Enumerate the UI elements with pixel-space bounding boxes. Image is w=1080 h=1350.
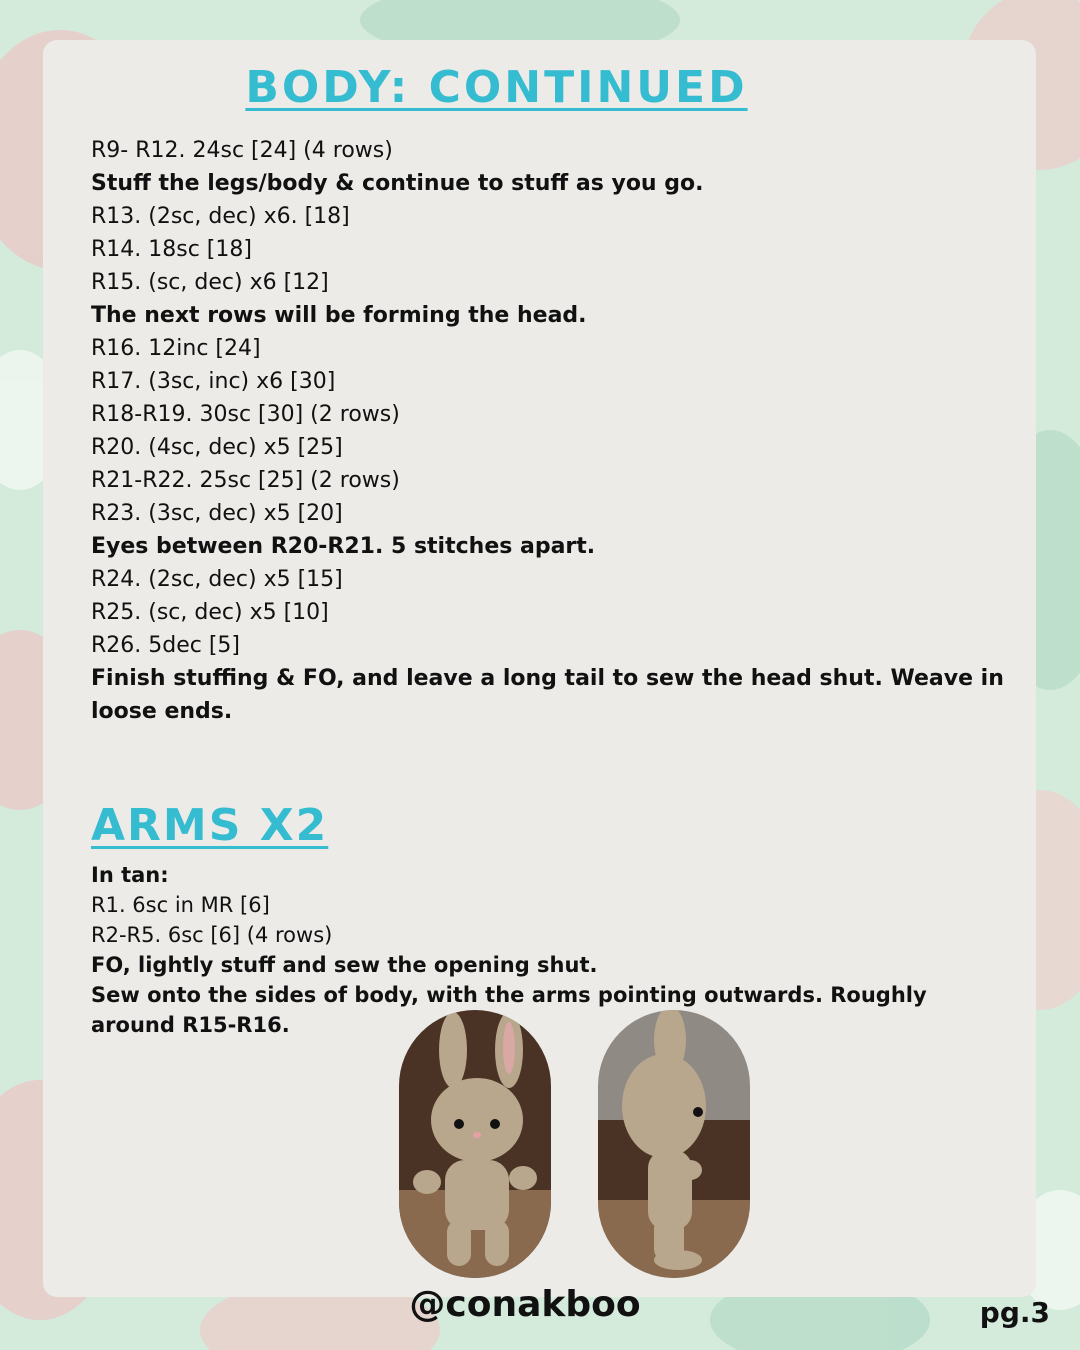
bunny-front-photo — [399, 1010, 551, 1278]
body-line: R15. (sc, dec) x6 [12] — [91, 270, 329, 295]
body-continued-title: BODY: CONTINUED — [245, 62, 748, 113]
body-line: R21-R22. 25sc [25] (2 rows) — [91, 468, 400, 493]
arms-line: R1. 6sc in MR [6] — [91, 893, 270, 917]
body-line: Finish stuffing & FO, and leave a long tail to sew the head shut. Weave in loose ends. — [91, 666, 1004, 724]
body-line: R23. (3sc, dec) x5 [20] — [91, 501, 343, 526]
body-line: R16. 12inc [24] — [91, 336, 261, 361]
arms-line: In tan: — [91, 863, 169, 887]
arms-line: FO, lightly stuff and sew the opening shut. — [91, 953, 598, 977]
body-line: R20. (4sc, dec) x5 [25] — [91, 435, 343, 460]
arms-instructions — [91, 860, 991, 1040]
page-number: pg.3 — [979, 1296, 1050, 1329]
body-line: R17. (3sc, inc) x6 [30] — [91, 369, 336, 394]
body-line: R18-R19. 30sc [30] (2 rows) — [91, 402, 400, 427]
arms-line: R2-R5. 6sc [6] (4 rows) — [91, 923, 333, 947]
body-line: Stuff the legs/body & continue to stuff as you go. — [91, 171, 704, 196]
body-line: R14. 18sc [18] — [91, 237, 252, 262]
body-line: Eyes between R20-R21. 5 stitches apart. — [91, 534, 596, 559]
arms-line: Sew onto the sides of body, with the arms pointing outwards. Roughly around R15-R16. — [91, 983, 927, 1037]
body-line: R25. (sc, dec) x5 [10] — [91, 600, 329, 625]
body-instructions — [91, 134, 1011, 728]
body-line: The next rows will be forming the head. — [91, 303, 587, 328]
arms-title: ARMS X2 — [91, 800, 329, 851]
author-handle: @conakboo — [409, 1284, 641, 1325]
body-line: R13. (2sc, dec) x6. [18] — [91, 204, 350, 229]
body-line: R9- R12. 24sc [24] (4 rows) — [91, 138, 393, 163]
body-line: R24. (2sc, dec) x5 [15] — [91, 567, 343, 592]
body-line: R26. 5dec [5] — [91, 633, 241, 658]
bunny-side-photo — [598, 1010, 750, 1278]
